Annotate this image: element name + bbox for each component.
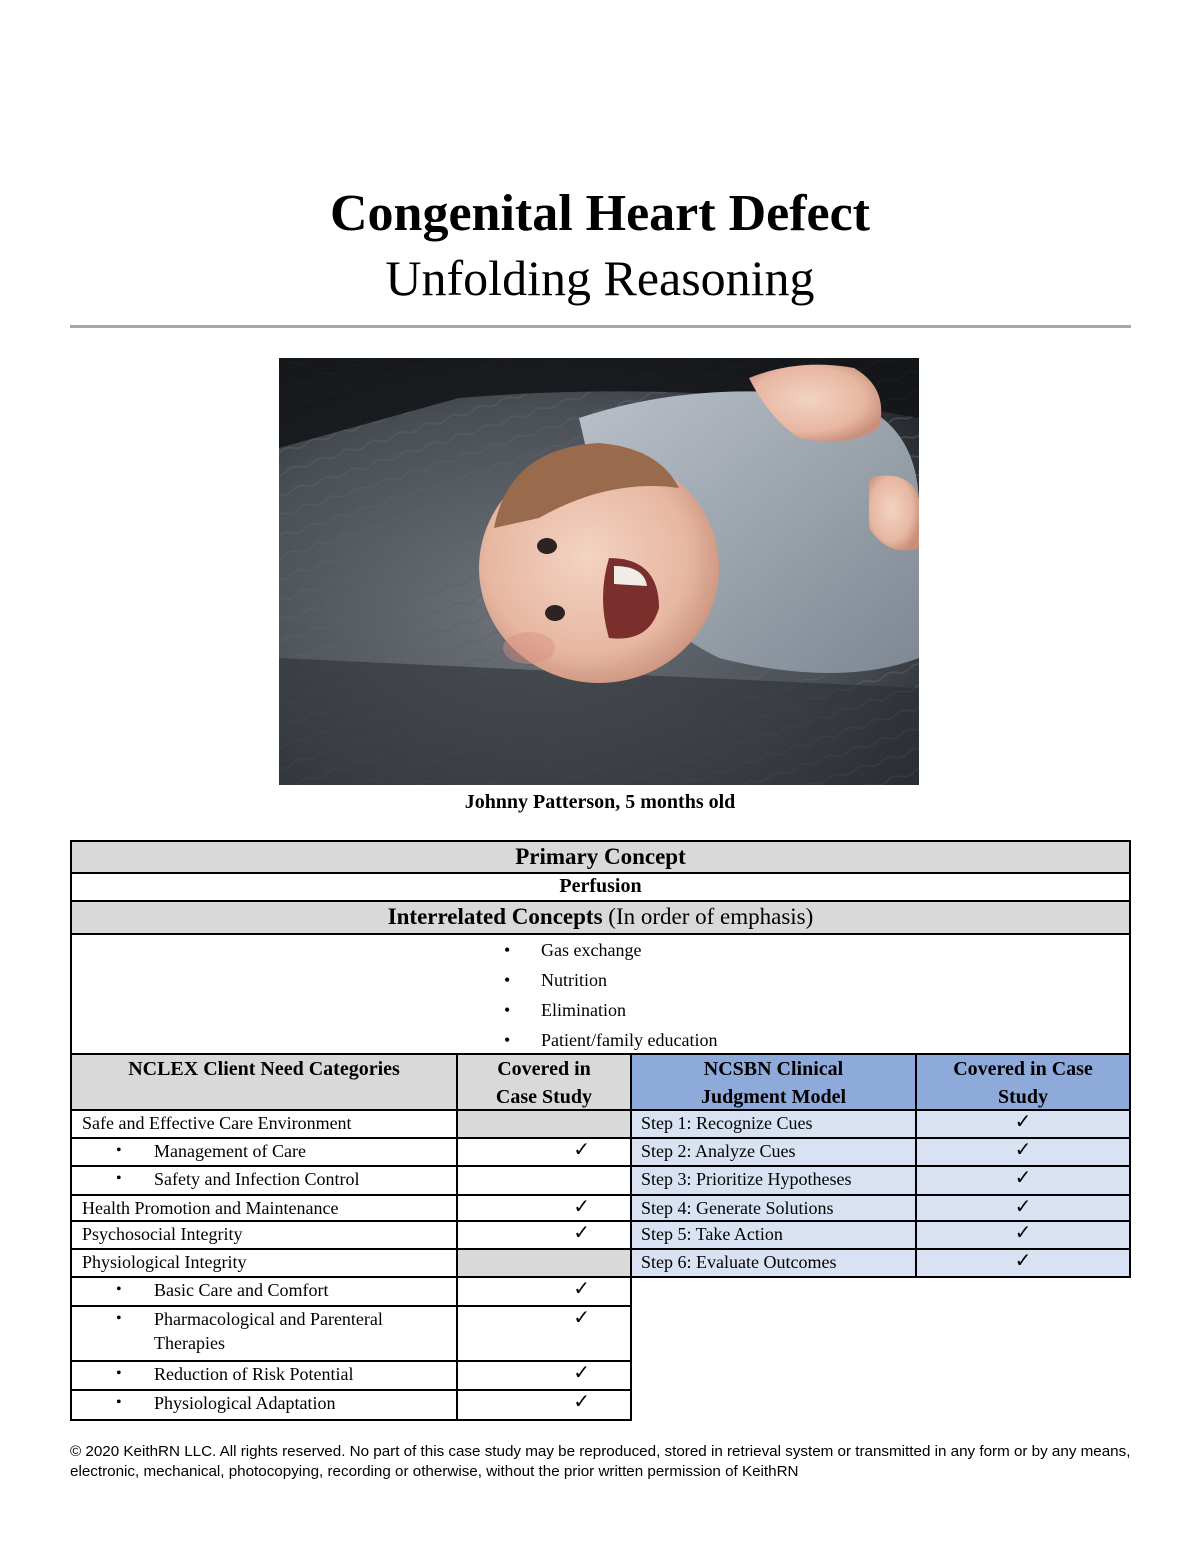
nclex-label: Management of Care bbox=[154, 1141, 306, 1161]
concepts-table bbox=[70, 840, 1131, 1421]
primary-concept-heading: Primary Concept bbox=[70, 840, 1131, 874]
ncsbn-step: Step 6: Evaluate Outcomes bbox=[632, 1250, 917, 1278]
check-icon: ✓ bbox=[917, 1167, 1131, 1196]
document-title: Congenital Heart Defect bbox=[329, 185, 871, 242]
concept-label: Patient/family education bbox=[541, 1030, 718, 1050]
check-icon: ✓ bbox=[458, 1196, 632, 1222]
primary-concept-value: Perfusion bbox=[70, 874, 1131, 902]
nclex-row bbox=[70, 1278, 458, 1307]
concept-label: Gas exchange bbox=[541, 940, 642, 960]
check-icon: ✓ bbox=[458, 1278, 632, 1307]
ncsbn-step: Step 2: Analyze Cues bbox=[632, 1139, 917, 1167]
check-icon: ✓ bbox=[458, 1139, 632, 1167]
check-icon: ✓ bbox=[917, 1250, 1131, 1278]
bullet: • bbox=[504, 970, 511, 990]
ncsbn-step: Step 3: Prioritize Hypotheses bbox=[632, 1167, 917, 1196]
check-icon: ✓ bbox=[917, 1222, 1131, 1250]
interrelated-heading-note: (In order of emphasis) bbox=[608, 904, 814, 929]
nclex-label: Safety and Infection Control bbox=[154, 1169, 360, 1189]
photo-caption: Johnny Patterson, 5 months old bbox=[464, 791, 736, 813]
check-icon: ✓ bbox=[917, 1111, 1131, 1139]
nclex-covered-shaded bbox=[458, 1250, 632, 1278]
title-divider bbox=[70, 325, 1131, 328]
copyright-notice: © 2020 KeithRN LLC. All rights reserved. No part of this case study may be reproduced, stored in retrieval system or transmitted in any form or by any means, electronic, mechanical, photocopying, recording or otherwise, without the prior written permission of KeithRN bbox=[70, 1443, 1131, 1480]
nclex-row: Health Promotion and Maintenance bbox=[70, 1196, 458, 1222]
list-item bbox=[72, 1025, 1129, 1055]
patient-photo bbox=[279, 358, 919, 785]
check-icon: ✓ bbox=[917, 1139, 1131, 1167]
nclex-covered-empty bbox=[458, 1167, 632, 1196]
document-subtitle: Unfolding Reasoning bbox=[385, 250, 815, 306]
check-icon: ✓ bbox=[917, 1196, 1131, 1222]
ncsbn-step: Step 1: Recognize Cues bbox=[632, 1111, 917, 1139]
concept-label: Nutrition bbox=[541, 970, 607, 990]
check-icon: ✓ bbox=[458, 1391, 632, 1421]
bullet: • bbox=[116, 1310, 122, 1327]
ncsbn-column-header: NCSBN Clinical Judgment Model bbox=[632, 1055, 917, 1111]
nclex-covered-shaded bbox=[458, 1111, 632, 1139]
nclex-row bbox=[70, 1307, 458, 1362]
bullet: • bbox=[504, 1030, 511, 1050]
check-icon: ✓ bbox=[458, 1362, 632, 1391]
list-item bbox=[72, 935, 1129, 965]
list-item bbox=[72, 965, 1129, 995]
nclex-row: Psychosocial Integrity bbox=[70, 1222, 458, 1250]
ncsbn-covered-header: Covered in Case Study bbox=[917, 1055, 1131, 1111]
check-icon: ✓ bbox=[458, 1307, 632, 1362]
concept-label: Elimination bbox=[541, 1000, 626, 1020]
bullet: • bbox=[504, 1000, 511, 1020]
nclex-label: Pharmacological and Parenteral Therapies bbox=[154, 1309, 383, 1353]
bullet: • bbox=[116, 1365, 122, 1382]
nclex-row bbox=[70, 1167, 458, 1196]
check-icon: ✓ bbox=[458, 1222, 632, 1250]
list-item bbox=[72, 995, 1129, 1025]
bullet: • bbox=[116, 1142, 122, 1159]
nclex-row: Physiological Integrity bbox=[70, 1250, 458, 1278]
nclex-label: Basic Care and Comfort bbox=[154, 1280, 329, 1300]
interrelated-list-cell bbox=[70, 935, 1131, 1055]
ncsbn-step: Step 4: Generate Solutions bbox=[632, 1196, 917, 1222]
nclex-row: Safe and Effective Care Environment bbox=[70, 1111, 458, 1139]
nclex-label: Physiological Adaptation bbox=[154, 1393, 336, 1413]
nclex-covered-header: Covered in Case Study bbox=[458, 1055, 632, 1111]
nclex-column-header: NCLEX Client Need Categories bbox=[70, 1055, 458, 1111]
nclex-row bbox=[70, 1362, 458, 1391]
nclex-label: Reduction of Risk Potential bbox=[154, 1364, 354, 1384]
bullet: • bbox=[116, 1281, 122, 1298]
interrelated-heading bbox=[70, 902, 1131, 935]
bullet: • bbox=[116, 1170, 122, 1187]
interrelated-heading-label: Interrelated Concepts bbox=[387, 904, 603, 929]
nclex-row bbox=[70, 1139, 458, 1167]
ncsbn-step: Step 5: Take Action bbox=[632, 1222, 917, 1250]
bullet: • bbox=[116, 1394, 122, 1411]
nclex-row bbox=[70, 1391, 458, 1421]
bullet: • bbox=[504, 940, 511, 960]
interrelated-list bbox=[72, 935, 1129, 1055]
